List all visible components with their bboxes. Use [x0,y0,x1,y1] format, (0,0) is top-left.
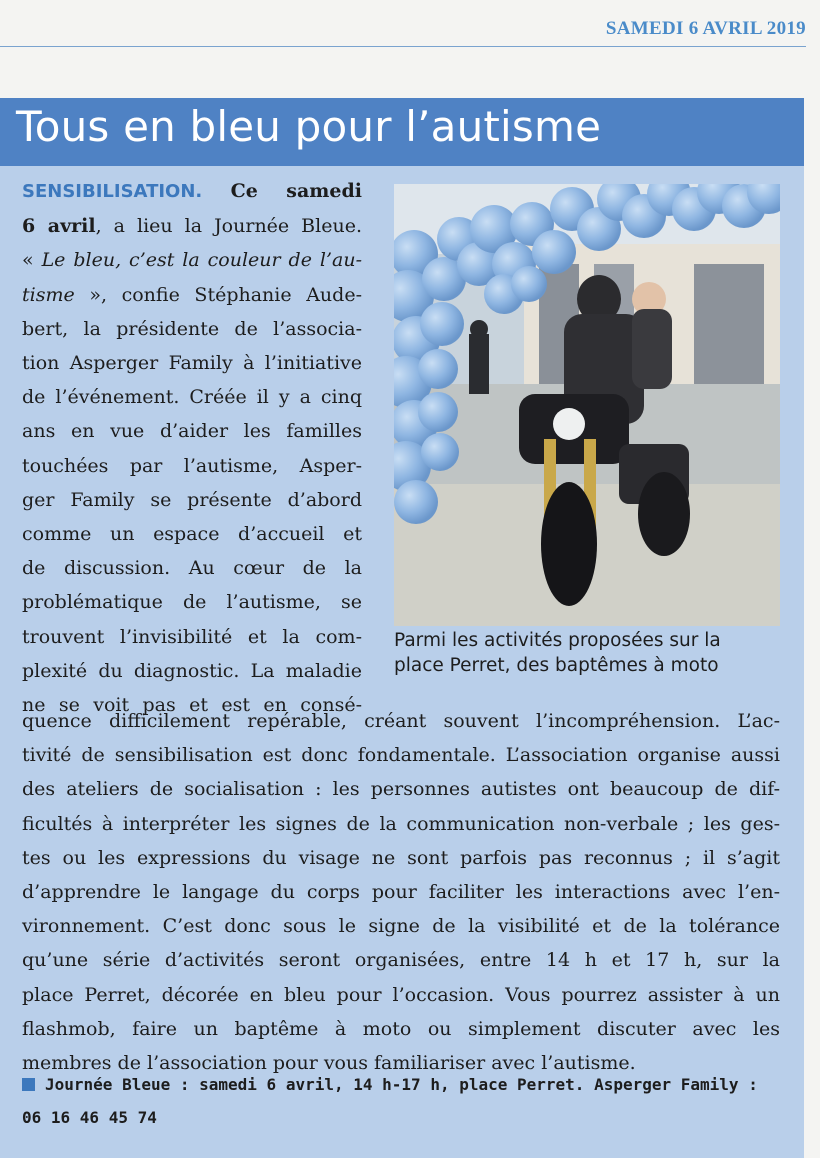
column-line [22,551,362,585]
column-line [22,278,362,312]
column-line [22,585,362,619]
article-photo [394,184,780,626]
column-line [22,209,362,243]
column-line [22,483,362,517]
info-text: Journée Bleue : samedi 6 avril, 14 h-17 h, place Perret. Asperger Family : [45,1075,758,1094]
info-box [22,1068,792,1134]
column-text: touchées par l’autisme, Asper- [22,454,362,477]
column-line [22,620,362,654]
column-text: bert, la présidente de l’associa- [22,317,362,340]
column-line [22,414,362,448]
body-line: vironnement. C’est donc sous le signe de la visibilité et de la tolérance [22,915,780,938]
kicker: SENSIBILISATION. [22,181,203,202]
body-line: flashmob, faire un baptême à moto ou simplement discuter avec les [22,1017,780,1040]
column-line [22,517,362,551]
column-text: 6 avril [22,215,96,238]
article-body-full-width [22,704,780,1080]
body-line: membres de l’association pour vous familiariser avec l’autisme. [22,1052,636,1075]
body-line: qu’une série d’activités seront organisées, entre 14 h et 17 h, sur la [22,949,780,972]
column-text: trouvent l’invisibilité et la com- [22,625,362,648]
column-text: « [22,249,42,272]
column-text: problématique de l’autisme, se [22,591,362,614]
column-text: comme un espace d’accueil et [22,523,362,546]
article-column [22,174,362,722]
bullet-square-icon [22,1078,35,1091]
body-line: ficultés à interpréter les signes de la communication non-verbale ; les ges- [22,812,780,835]
column-text: de l’événement. Créée il y a cinq [22,386,362,409]
column-text: ger Family se présente d’abord [22,488,362,511]
column-line [22,449,362,483]
column-line [22,243,362,277]
column-text: , a lieu la Journée Bleue. [95,215,362,238]
photo-motorcycle-illustration [394,184,780,626]
body-line: tivité de sensibilisation est donc fondamentale. L’association organise aussi [22,744,780,767]
column-text: tisme [22,283,75,306]
column-text: », confie Stéphanie Aude- [74,283,362,306]
info-text: 06 16 46 45 74 [22,1108,157,1127]
body-line: place Perret, décorée en bleu pour l’occasion. Vous pourrez assister à un [22,983,780,1006]
column-line [22,346,362,380]
body-line: tes ou les expressions du visage ne sont parfois pas reconnus ; il s’agit [22,846,780,869]
article-title: Tous en bleu pour l’autisme [16,102,602,151]
info-line [22,1101,792,1134]
column-text: plexité du diagnostic. La maladie [22,659,362,682]
column-text: Le bleu, c’est la couleur de l’au- [41,249,362,272]
column-text: tion Asperger Family à l’initiative [22,352,362,375]
caption-line: Parmi les activités proposées sur la [394,630,721,651]
column-text: ne se voit pas et est en consé- [22,694,362,717]
column-line [22,312,362,346]
body-line: d’apprendre le langage du corps pour faciliter les interactions avec l’en- [22,881,780,904]
caption-line: place Perret, des baptêmes à moto [394,655,719,676]
column-text: ans en vue d’aider les familles [22,420,362,443]
column-text: de discussion. Au cœur de la [22,557,362,580]
header-rule [0,46,806,47]
body-line: des ateliers de socialisation : les personnes autistes ont beaucoup de dif- [22,778,780,801]
column-line [22,380,362,414]
column-text: Ce samedi [202,180,362,202]
dateline: SAMEDI 6 AVRIL 2019 [605,18,806,39]
info-line [22,1068,792,1101]
photo-caption [394,628,784,678]
column-line [22,174,362,209]
title-bar [0,98,804,166]
column-line [22,654,362,688]
article-panel [0,98,804,1158]
body-line: quence difficilement repérable, créant souvent l’incompréhension. L’ac- [22,710,780,732]
